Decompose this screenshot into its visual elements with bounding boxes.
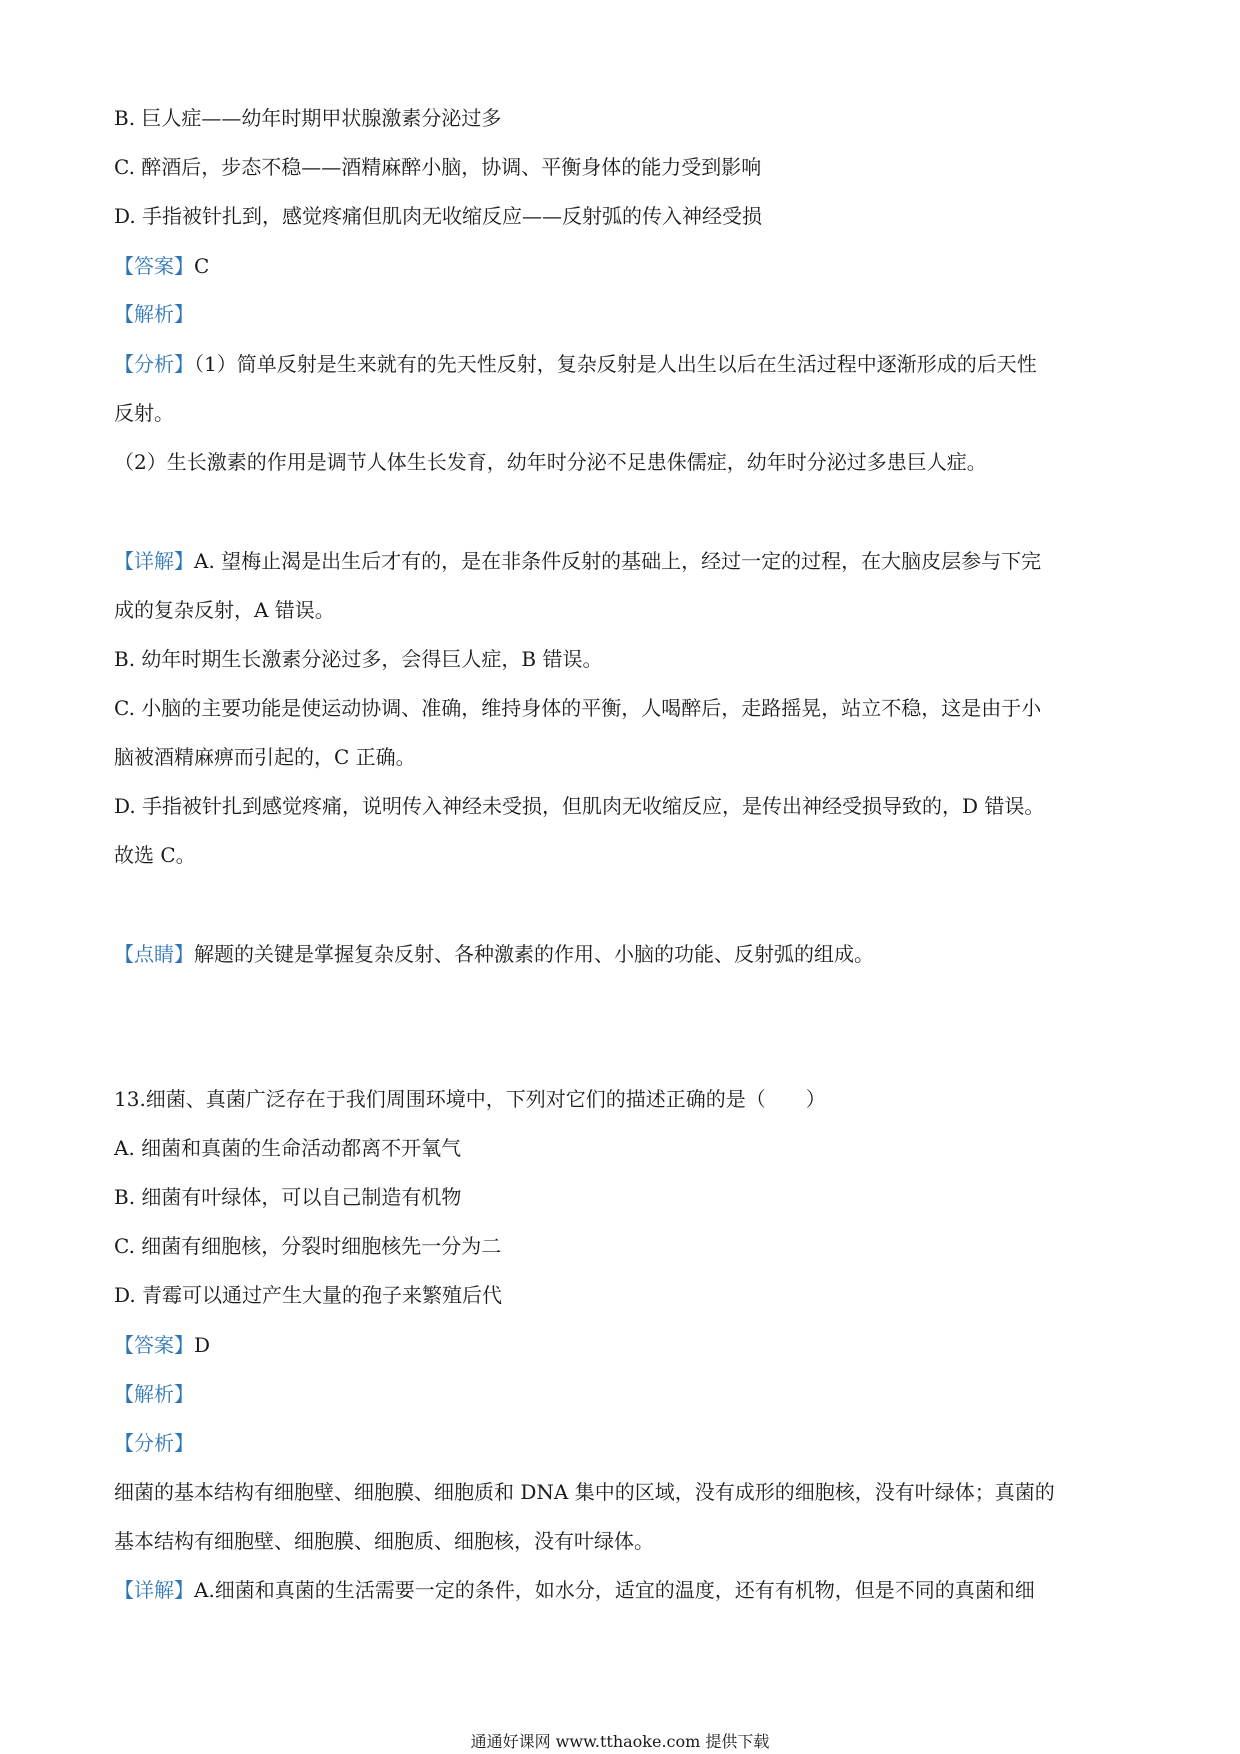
q13-analysis-1: 细菌的基本结构有细胞壁、细胞膜、细胞质和 DNA 集中的区域，没有成形的细胞核，没有叶绿体；真菌的: [114, 1480, 1055, 1504]
q12-analysis-1b: 反射。: [114, 401, 174, 425]
q13-analysis-2: 基本结构有细胞壁、细胞膜、细胞质、细胞核，没有叶绿体。: [114, 1529, 654, 1553]
q12-detail-c2: 脑被酒精麻痹而引起的，C 正确。: [114, 745, 416, 769]
q12-jiexi-tag: 【解析】: [114, 302, 194, 326]
q12-option-b: B. 巨人症——幼年时期甲状腺激素分泌过多: [114, 106, 502, 130]
answer-value: D: [194, 1333, 211, 1357]
q12-detail-a2: 成的复杂反射，A 错误。: [114, 598, 335, 622]
detail-tag: 【详解】: [114, 549, 194, 573]
q12-analysis-1a: [114, 350, 1037, 378]
answer-tag: 【答案】: [114, 254, 194, 278]
q12-detail-a1: [114, 547, 1041, 575]
page-footer: 通通好课网 www.tthaoke.com 提供下载: [470, 1732, 770, 1751]
q12-answer: [114, 252, 209, 280]
dianjing-tag: 【点睛】: [114, 942, 194, 966]
q13-detail-a: [114, 1576, 1035, 1604]
q13-option-c: C. 细菌有细胞核，分裂时细胞核先一分为二: [114, 1234, 502, 1258]
answer-tag: 【答案】: [114, 1333, 194, 1357]
q13-option-a: A. 细菌和真菌的生命活动都离不开氧气: [114, 1136, 462, 1160]
q12-dianjing: [114, 940, 874, 968]
detail-text: A.细菌和真菌的生活需要一定的条件，如水分，适宜的温度，还有有机物，但是不同的真菌和细: [194, 1578, 1035, 1602]
detail-tag: 【详解】: [114, 1578, 194, 1602]
detail-text: A. 望梅止渴是出生后才有的，是在非条件反射的基础上，经过一定的过程，在大脑皮层参与下完: [194, 549, 1042, 573]
q13-analysis-tag: 【分析】: [114, 1431, 194, 1455]
q12-detail-d: D. 手指被针扎到感觉疼痛，说明传入神经未受损，但肌肉无收缩反应，是传出神经受损导致的，D 错误。: [114, 794, 1045, 818]
dianjing-text: 解题的关键是掌握复杂反射、各种激素的作用、小脑的功能、反射弧的组成。: [194, 942, 874, 966]
q13-option-b: B. 细菌有叶绿体，可以自己制造有机物: [114, 1185, 462, 1209]
answer-value: C: [194, 254, 210, 278]
analysis-text: （1）简单反射是生来就有的先天性反射，复杂反射是人出生以后在生活过程中逐渐形成的后天性: [194, 352, 1037, 376]
q12-detail-b: B. 幼年时期生长激素分泌过多，会得巨人症，B 错误。: [114, 647, 603, 671]
q12-detail-c1: C. 小脑的主要功能是使运动协调、准确，维持身体的平衡，人喝醉后，走路摇晃，站立不稳，这是由于小: [114, 696, 1042, 720]
q12-option-d: D. 手指被针扎到，感觉疼痛但肌肉无收缩反应——反射弧的传入神经受损: [114, 204, 763, 228]
analysis-tag: 【分析】: [114, 352, 194, 376]
q13-answer: [114, 1331, 210, 1359]
q13-jiexi-tag: 【解析】: [114, 1382, 194, 1406]
q13-option-d: D. 青霉可以通过产生大量的孢子来繁殖后代: [114, 1283, 503, 1307]
q12-analysis-2: （2）生长激素的作用是调节人体生长发育，幼年时分泌不足患侏儒症，幼年时分泌过多患巨人症。: [114, 450, 987, 474]
q13-stem: 13.细菌、真菌广泛存在于我们周围环境中，下列对它们的描述正确的是（ ）: [114, 1087, 826, 1111]
q12-option-c: C. 醉酒后，步态不稳——酒精麻醉小脑，协调、平衡身体的能力受到影响: [114, 155, 762, 179]
q12-conclusion: 故选 C。: [114, 843, 196, 867]
